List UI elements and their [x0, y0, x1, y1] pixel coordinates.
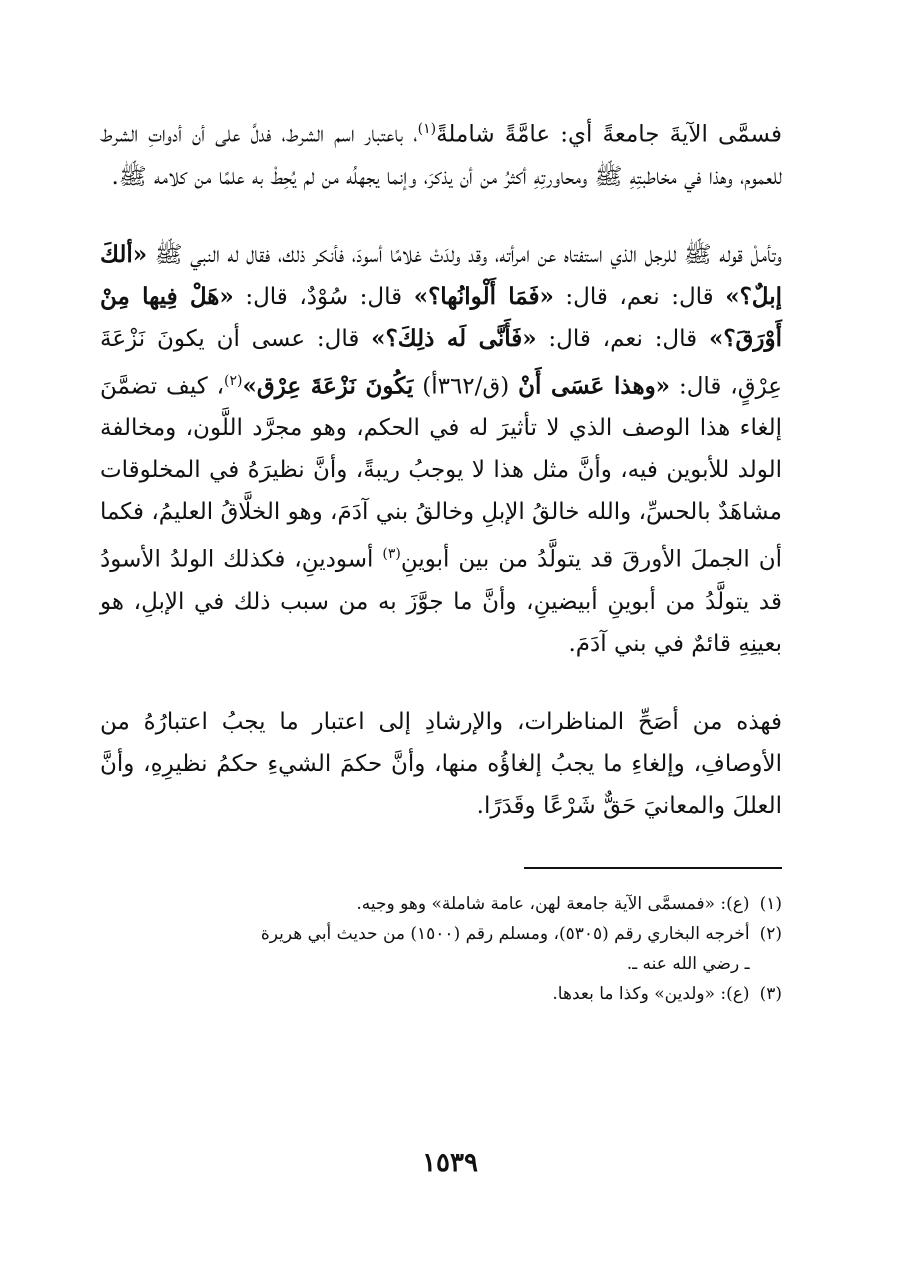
- footnote-number: (٣): [759, 983, 782, 1004]
- text-segment: أسودينِ، فكذلك الولدُ الأسودُ قد يتولَّدُ من أبوينِ أبيضينِ، وأنَّ ما جوَّزَ به من سبب ذلك في الإبلِ، هو بعينِهِ قائمٌ في بني آدَمَ.: [100, 546, 782, 657]
- footnote-text: [100, 979, 750, 1009]
- text-segment: قال: نعم، قال:: [536, 325, 709, 352]
- hadith-quote: يَكُونَ نَزْعَةَ عِرْق»: [242, 372, 414, 400]
- hadith-quote: «فَمَا أَلْوانُها؟»: [413, 282, 554, 310]
- text-segment: ، كيف تضمَّنَ إلغاء هذا الوصف الذي لا تأثيرَ له في الحكم، وهو مجرَّد اللَّون، ومخالفة الولد للأبوين فيه، وأنَّ مثل هذا لا يوجبُ ريبةً، وأنَّ نظيرَهُ في المخلوقات مشاهَدٌ بالحسِّ، والله خالقُ الإبلِ وخالقُ بني آدَمَ، وهو الخلَّاقُ العليمُ، فكما أن الجملَ الأورقَ قد يتولَّدُ من بين أبوينِ: [100, 373, 782, 573]
- footnote-line: (ع): «فمسمَّى الآية جامعة لهن، عامة شاملة» وهو وجيه.: [356, 893, 750, 914]
- page-number: ١٥٣٩: [422, 1148, 478, 1178]
- footnote-marker: (٣): [382, 546, 401, 563]
- footnote-number: (٢): [759, 923, 782, 944]
- footnote-line: أخرجه البخاري رقم (٥٣٠٥)، ومسلم رقم (١٥٠٠) من حديث أبي هريرة: [260, 923, 750, 944]
- footnote-number: (١): [759, 893, 782, 914]
- hadith-quote: «ألكَ إبلٌ؟»: [100, 240, 783, 310]
- footnote: [100, 889, 782, 919]
- footnote-text: [100, 919, 750, 979]
- paragraph: [100, 701, 782, 827]
- hadith-quote: «فَأَنَّى لَه ذلِكَ؟»: [371, 324, 537, 352]
- footnote-marker: (١): [417, 121, 437, 137]
- hadith-quote: «وهذا عَسَى أَنْ: [518, 372, 671, 400]
- footnote-line: (ع): «ولدين» وكذا ما بعدها.: [552, 983, 750, 1004]
- footnotes: [100, 889, 782, 1009]
- text-segment: فهذه من أصَحِّ المناظرات، والإرشادِ إلى اعتبار ما يجبُ اعتبارُهُ من الأوصافِ، وإلغاءِ ما يجبُ إلغاؤُه منها، وأنَّ حكمَ الشيءِ حكمُ نظيرِهِ، وأنَّ العللَ والمعانيَ حَقٌّ شَرْعًا وقَدَرًا.: [100, 708, 782, 819]
- footnote-separator: [524, 867, 782, 869]
- paragraph: [100, 234, 782, 665]
- text-segment: قال: عسى أن يكونَ نَزْعَةَ عِرْقٍ، قال:: [100, 325, 782, 400]
- footnote-line: ـ رضي الله عنه ـ.: [626, 953, 750, 974]
- text-segment: قال: سُوْدٌ، قال:: [233, 283, 414, 310]
- body-text: [100, 108, 782, 827]
- text-segment: (ق/٣٦٢أ): [413, 373, 519, 400]
- text-segment: فسمَّى الآيةَ جامعةً أي: عامَّةً شاملةً: [436, 121, 782, 148]
- paragraph: [100, 108, 782, 198]
- text-segment: وتأملْ قوله ﷺ للرجل الذي استفتاه عن امرأته، وقد ولدَتْ غلامًا أسودَ، فأنكر ذلك، فقال له النبي ﷺ: [147, 241, 782, 268]
- footnote-text: [100, 889, 750, 919]
- hadith-quote: «هَلْ فِيها مِنْ أَوْرَقَ؟»: [100, 282, 782, 352]
- text-segment: ، باعتبار اسم الشرط، فدلَّ على أن أدواتِ الشرط للعموم، وهذا في مخاطبتِهِ ﷺ ومحاورتِهِ أكثرُ من أن يذكرَ، وإنما يجهلُه من لم يُحِطْ به علمًا من كلامه ﷺ.: [100, 121, 782, 190]
- footnote: [100, 919, 782, 979]
- text-segment: قال: نعم، قال:: [553, 283, 726, 310]
- footnote-marker: (٢): [224, 372, 243, 389]
- footnote: [100, 979, 782, 1009]
